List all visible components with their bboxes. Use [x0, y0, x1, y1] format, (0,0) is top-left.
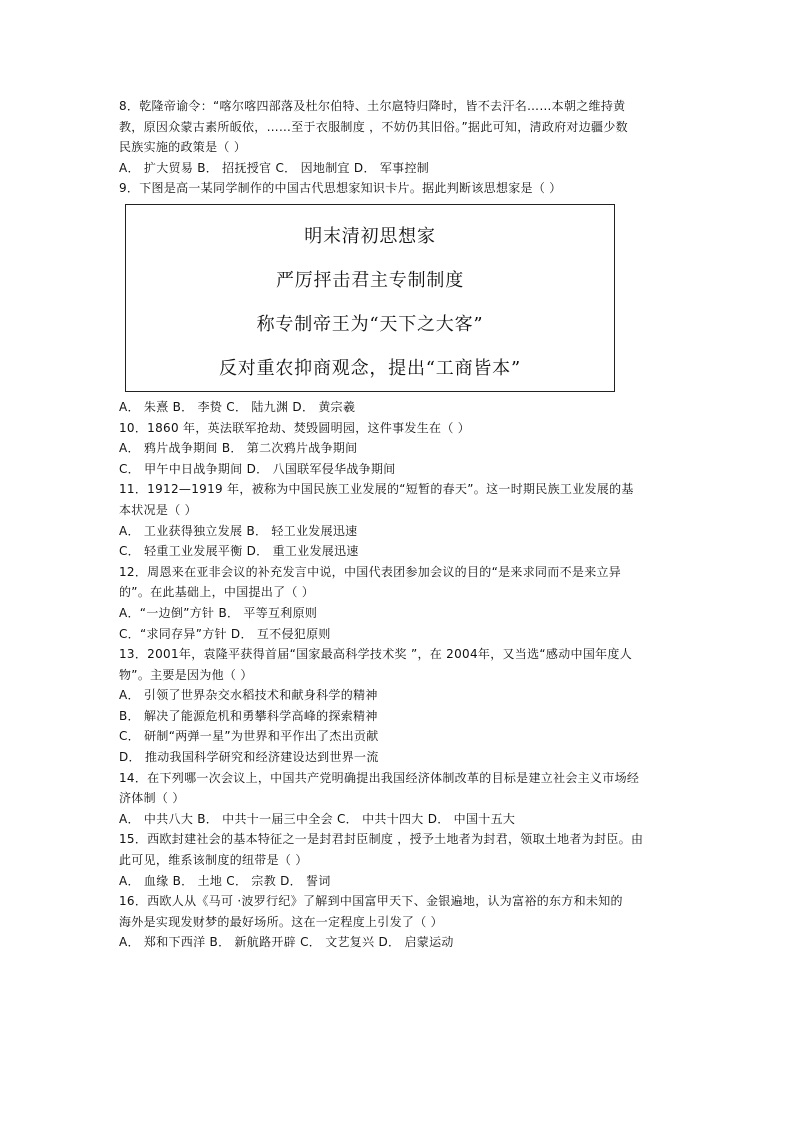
answer-options: A． 血缘 B． 土地 C． 宗教 D． 誓词: [119, 873, 331, 888]
answer-options: A． 郑和下西洋 B． 新航路开辟 C． 文艺复兴 D． 启蒙运动: [119, 935, 454, 950]
question-text: 15．西欧封建社会的基本特征之一是封君封臣制度 ，授予土地者为封君，领取土地者为封臣。由: [119, 832, 644, 847]
question-11: [119, 479, 679, 561]
question-text: 民族实施的政策是（ ）: [119, 140, 247, 155]
question-15: [119, 829, 679, 891]
question-text: 14．在下列哪一次会议上，中国共产党明确提出我国经济体制改革的目标是建立社会主义市场经: [119, 770, 640, 785]
question-text: 13．2001年，袁隆平获得首届“国家最高科学技术奖 ”，在 2004年，又当选“感动中国年度人: [119, 647, 633, 662]
answer-options: A． 中共八大 B． 中共十一届三中全会 C． 中共十四大 D． 中国十五大: [119, 811, 516, 826]
card-line: 明末清初思想家: [304, 225, 436, 247]
question-text: 的”。在此基础上，中国提出了（ ）: [119, 585, 315, 600]
question-text: 物”。主要是因为他（ ）: [119, 667, 253, 682]
answer-option-c: C． 研制“两弹一星”为世界和平作出了杰出贡献: [119, 729, 379, 744]
question-text: 11．1912—1919 年，被称为中国民族工业发展的“短暂的春天”。这一时期民族工业发展的基: [119, 482, 634, 497]
thinker-knowledge-card: [125, 204, 615, 392]
question-14: [119, 768, 679, 830]
question-text: 9．下图是高一某同学制作的中国古代思想家知识卡片。据此判断该思想家是（ ）: [119, 181, 562, 196]
question-8: [119, 96, 679, 178]
question-12: [119, 562, 679, 644]
answer-options: C． 甲午中日战争期间 D． 八国联军侵华战争期间: [119, 461, 396, 476]
question-text: 12．周恩来在亚非会议的补充发言中说，中国代表团参加会议的目的“是来求同而不是来立异: [119, 564, 622, 579]
question-text: 此可见，维系该制度的纽带是（ ）: [119, 853, 308, 868]
answer-options: A． 工业获得独立发展 B． 轻工业发展迅速: [119, 523, 358, 538]
question-16: [119, 891, 679, 953]
card-line: 严厉抨击君主专制制度: [276, 269, 464, 291]
question-text: 教，原因众蒙古素所皈依，……至于衣服制度 ，不妨仍其旧俗。”据此可知，清政府对边疆少数: [119, 119, 628, 134]
question-text: 海外是实现发财梦的最好场所。这在一定程度上引发了（ ）: [119, 914, 443, 929]
answer-option-b: B． 解决了能源危机和勇攀科学高峰的探索精神: [119, 708, 378, 723]
card-line: 称专制帝王为“天下之大客”: [256, 313, 484, 335]
answer-options: C． 轻重工业发展平衡 D． 重工业发展迅速: [119, 544, 359, 559]
question-text: 16．西欧人从《马可 ·波罗行纪》了解到中国富甲天下、金银遍地，认为富裕的东方和未知的: [119, 894, 623, 909]
card-line: 反对重农抑商观念，提出“工商皆本”: [218, 357, 521, 379]
answer-options: C．“求同存异”方针 D． 互不侵犯原则: [119, 626, 331, 641]
question-text: 本状况是（ ）: [119, 502, 197, 517]
question-text: 8．乾隆帝谕令：“喀尔喀四部落及杜尔伯特、土尔扈特归降时，皆不去汗名……本朝之维持黄: [119, 99, 626, 113]
answer-option-d: D． 推动我国科学研究和经济建设达到世界一流: [119, 750, 379, 765]
answer-options: A． 鸦片战争期间 B． 第二次鸦片战争期间: [119, 441, 358, 456]
question-text: 10．1860 年，英法联军抢劫、焚毁圆明园，这件事发生在（ ）: [119, 420, 471, 435]
exam-page: [119, 96, 679, 953]
answer-option-a: A． 引领了世界杂交水稻技术和献身科学的精神: [119, 688, 378, 703]
question-13: [119, 644, 679, 768]
answer-options: A．“一边倒”方针 B． 平等互利原则: [119, 605, 318, 620]
question-text: 济体制（ ）: [119, 791, 185, 806]
question-9: [119, 178, 679, 417]
question-10: [119, 418, 679, 480]
answer-options: A． 扩大贸易 B． 招抚授官 C． 因地制宜 D． 军事控制: [119, 160, 430, 175]
answer-options: A． 朱熹 B． 李贽 C． 陆九渊 D． 黄宗羲: [119, 399, 356, 414]
